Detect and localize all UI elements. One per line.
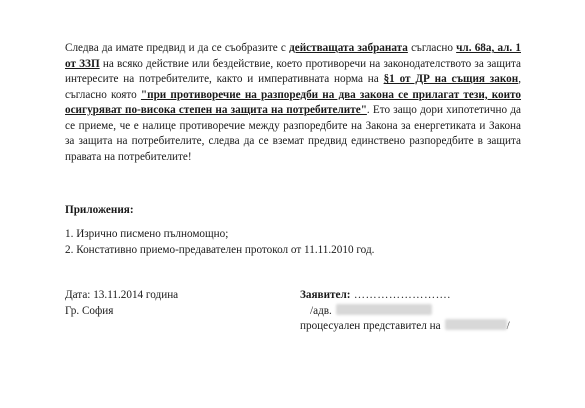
body-bold-4: "при противоречие на разпоредби на два закона се прилагат тези, които осигуряват по-висока степен на защита на потребителите": [65, 88, 522, 116]
body-paragraph: [65, 41, 521, 165]
applicant-line: [300, 288, 510, 304]
attachments-title: Приложения:: [65, 204, 134, 216]
date-place-block: [65, 288, 178, 319]
lawyer-prefix: /адв.: [310, 304, 332, 317]
body-text-4: , съгласно която: [65, 73, 521, 101]
city-line: Гр. София: [65, 304, 114, 317]
attachment-item: 1. Изрично писмено пълномощно;: [65, 228, 229, 240]
representative-text: процесуален представител на: [300, 320, 441, 332]
body-bold-1: действащата забраната: [289, 42, 408, 54]
body-text-1: Следва да имате предвид и да се съобразите с: [65, 42, 290, 54]
body-bold-3: §1 от ДР на същия закон: [383, 73, 519, 85]
body-bold-2: чл. 68а, ал. 1 от ЗЗП: [65, 42, 521, 70]
applicant-dots: …………………….: [350, 289, 451, 301]
body-text-3: на всяко действие или бездействие, което противоречи на законодателството за защита интересите на потребителите, както и императивната норма на: [65, 57, 521, 85]
body-text-5: . Ето защо дори хипотетично да се приеме, че е налице противоречие между разпоредбите на Закона за енергетиката и Закона за защита на потребителите, следва да се вземат предвид единствено разпоредбите в защита правата на потребителите!: [65, 104, 521, 163]
date-line: Дата: 13.11.2014 година: [65, 289, 179, 301]
closing-slash: /: [506, 320, 510, 332]
applicant-label: Заявител:: [300, 289, 351, 301]
lawyer-line: [300, 304, 510, 320]
attachment-item: 2. Констативно приемо-предавателен протокол от 11.11.2010 год.: [65, 243, 375, 256]
representative-line: [300, 319, 510, 335]
attachments-list: [65, 227, 374, 258]
applicant-block: [300, 288, 510, 335]
body-text-2: съгласно: [407, 42, 457, 54]
redacted-client: [445, 319, 507, 330]
redacted-name: [336, 304, 432, 315]
